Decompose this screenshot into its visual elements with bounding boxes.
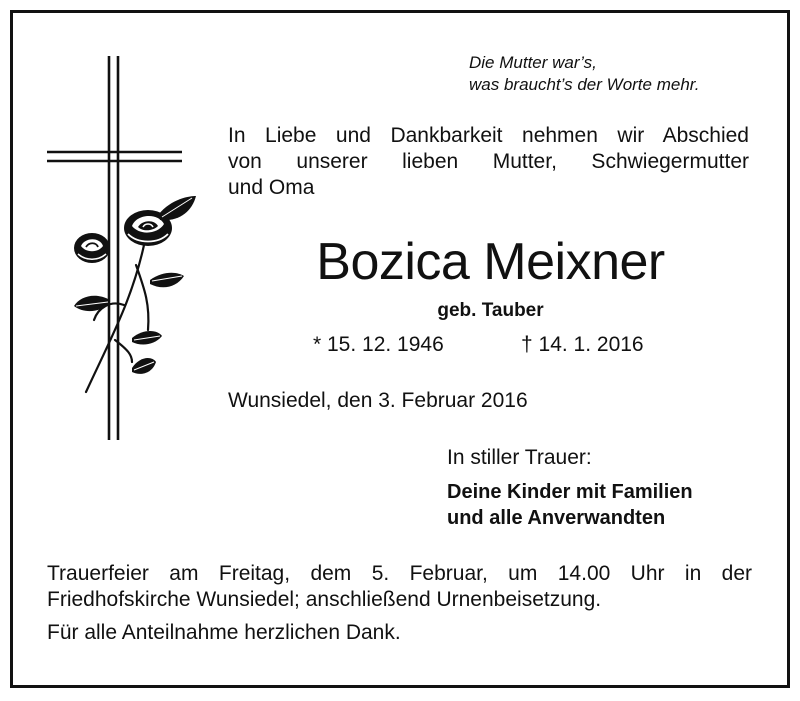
maiden-name: geb. Tauber [437,300,544,321]
quote-line: Die Mutter war’s, [469,53,597,72]
deceased-name: Bozica Meixner [316,233,665,291]
birth-date: * 15. 12. 1946 [313,333,444,356]
mourning-line: In stiller Trauer: [447,446,592,469]
cross-with-rose-icon [40,50,200,445]
funeral-line: Friedhofskirche Wunsiedel; anschließend Urnenbeisetzung. [47,588,602,611]
intro-line: von unserer lieben Mutter, Schwiegermutter [228,150,749,173]
family-line: Deine Kinder mit Familien [447,481,693,503]
intro-line: und Oma [228,176,315,199]
family-signature [447,479,693,531]
death-date: † 14. 1. 2016 [521,333,644,356]
thanks-line: Für alle Anteilnahme herzlichen Dank. [47,621,401,644]
intro-text [228,123,749,201]
epitaph-quote [469,52,700,96]
intro-line: In Liebe und Dankbarkeit nehmen wir Abschied [228,124,749,147]
funeral-info [47,561,752,613]
family-line: und alle Anverwandten [447,507,666,529]
place-date: Wunsiedel, den 3. Februar 2016 [228,389,528,412]
funeral-line: Trauerfeier am Freitag, dem 5. Februar, um 14.00 Uhr in der [47,562,752,585]
quote-line: was braucht’s der Worte mehr. [469,75,700,94]
